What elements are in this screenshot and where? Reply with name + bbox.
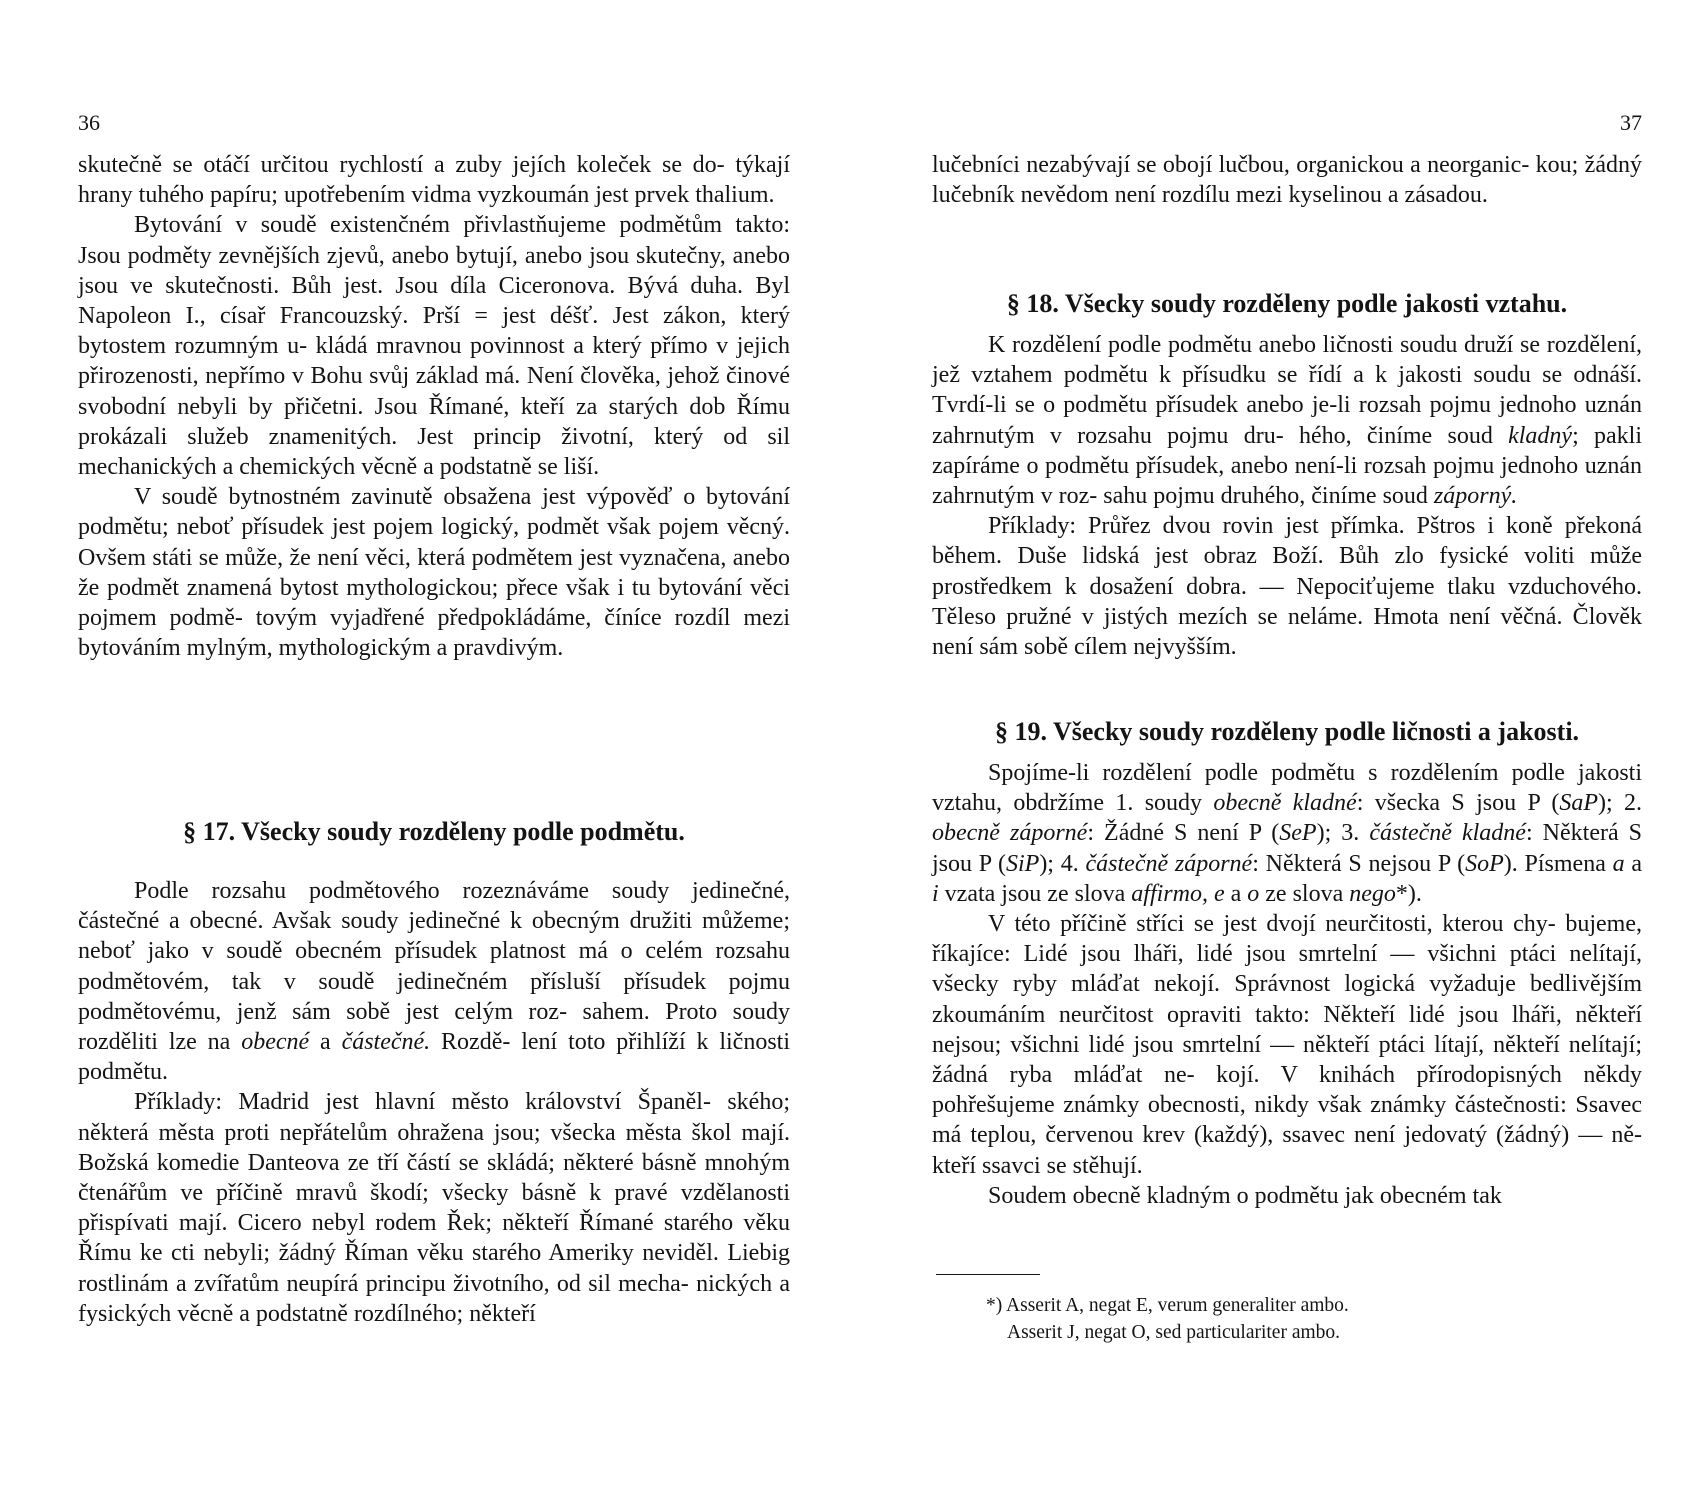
left-paragraph-3 — [78, 482, 790, 663]
text-line: který od sil mechanických a chemických věcně a podstatně — [78, 423, 790, 481]
text-line: Příklady: Průřez dvou rovin jest přímka. Pštros i koně — [988, 513, 1553, 540]
text-line: anebo není-li rozsah pojmu jednoho uznán zahrnutým v roz- — [932, 452, 1643, 510]
text-run: : Některá S — [1252, 850, 1362, 877]
text-line: však pojem věcný. Ovšem státi se může, že není věci, která — [78, 514, 790, 571]
text-line: Bytování v soudě existenčném přivlastňujeme podmětům — [134, 212, 722, 239]
text-line: bytování podmětu; neboť přísudek jest pojem logický, podmět — [78, 484, 790, 541]
italic-term: kladné — [1461, 820, 1526, 847]
text-run: a — [1624, 850, 1643, 877]
text-line: V této příčině stříci se jest dvojí neurčitosti, kterou chy- — [988, 911, 1556, 938]
left-text-block-1 — [78, 150, 790, 663]
text-line: týkají hrany tuhého papíru; upotřebením vidma vyzkoumán — [78, 152, 790, 209]
page-number-right: 37 — [1620, 110, 1642, 135]
right-page — [932, 0, 1642, 1500]
text-line: lučebníci nezabývají se obojí lučbou, organickou a neorganic- — [932, 152, 1530, 178]
right-paragraph-2 — [932, 330, 1642, 511]
text-line: vyžaduje bedlivějším zkoumáním neurčitost opraviti takto: — [932, 971, 1643, 1028]
italic-term: nego — [1349, 880, 1396, 907]
right-paragraph-1 — [932, 150, 1642, 210]
text-line: škodí; všecky básně k pravé vzdělanosti přispívati mají. Cicero — [78, 1180, 791, 1237]
left-paragraph-5 — [78, 1087, 790, 1329]
text-line: překoná během. Duše lidská jest obraz Boží. Bůh zlo fysické — [932, 513, 1643, 570]
footnote — [986, 1292, 1349, 1346]
text-line: kteří ssavci se stěhují. — [932, 1152, 1143, 1179]
text-line: se liší. — [537, 454, 600, 481]
italic-term: obecně kladné — [1213, 790, 1357, 817]
text-line: mylným, mythologickým a pravdivým. — [186, 635, 564, 662]
text-line: jest prvek thalium. — [595, 182, 775, 209]
text-run: a — [309, 1029, 342, 1056]
section-heading-19: § 19. Všecky soudy rozděleny podle ličnosti a jakosti. — [994, 717, 1580, 746]
text-line: nebyli; žádný Říman věku starého Ameriky neviděl. Liebig — [203, 1240, 790, 1267]
text-line: částečné a obecné. Avšak soudy jedinečné k obecným družiti — [78, 908, 693, 935]
italic-term: obecné — [241, 1029, 310, 1056]
text-line: jsou skutečny, anebo jsou ve skutečnosti. Bůh jest. Jsou díla — [78, 242, 790, 299]
italic-term: částečné. — [341, 1029, 431, 1056]
text-line: — někteří ptáci lítají, někteří nelítají; žádná ryba mláďat ne- — [932, 1031, 1643, 1089]
text-line: Někteří lidé jsou lháři, někteří nejsou; všichni lidé jsou smrtelní — [932, 1001, 1642, 1058]
text-line: obecnosti, nikdy však známky částečnosti: Ssavec má teplou, — [932, 1092, 1643, 1149]
text-line: Spojíme-li rozdělení podle podmětu s rozdělením podle — [988, 760, 1565, 786]
text-line: o celém rozsahu podmětovém, tak v soudě jedinečném přísluší — [78, 938, 791, 995]
text-line: Ciceronova. Bývá duha. Byl Napoleon I., císař Francouzský. — [78, 272, 791, 330]
section-heading-17: § 17. Všecky soudy rozděleny podle podmětu. — [183, 817, 685, 846]
italic-term: e — [1213, 880, 1225, 907]
text-line: tlaku vzduchového. Těleso pružné v jistých mezích se nelámе. — [932, 573, 1643, 630]
italic-term: částečně záporné — [1085, 850, 1253, 877]
text-line: rostlinám a zvířatům neupírá principu životního, od sil mecha- — [78, 1270, 689, 1297]
left-text-block-2 — [78, 876, 790, 1329]
text-run: sahem. Proto soudy rozděliti lze na — [78, 998, 790, 1056]
text-line — [1214, 881, 1422, 907]
text-line: voliti může prostředkem k dosažení dobra. — Nepociťujeme — [932, 543, 1642, 600]
right-paragraph-6 — [932, 1181, 1642, 1211]
text-run: ); 3. — [1316, 820, 1370, 847]
text-line: ského; některá města proti nepřátelům ohražena jsou; všecka — [78, 1089, 790, 1146]
text-line: K rozdělení podle podmětu anebo ličnosti soudu druží se — [988, 332, 1541, 358]
text-run: sahu pojmu druhého, činíme soud — [1103, 483, 1434, 510]
text-run: jakosti vztahu, obdržíme 1. soudy — [932, 760, 1643, 817]
text-line: nických a fysických věcně a podstatně rozdílného; někteří — [78, 1270, 791, 1327]
text-line: města škol mají. Božská komedie Danteova ze tří částí se — [78, 1119, 791, 1176]
text-run: Rozdě- — [430, 1029, 511, 1056]
text-run: : Některá S jsou P ( — [932, 820, 1643, 877]
text-line: skládá; některé básně mnohým čtenářům ve příčině mravů — [78, 1149, 790, 1207]
text-line: červenou krev (každý), ssavec není jedovatý (žádný) — ně- — [1045, 1122, 1643, 1149]
italic-term: affirmo, — [1131, 880, 1208, 907]
left-paragraph-4 — [78, 876, 790, 1087]
text-line: soudu se odnáší. Tvrdí-li se o podmětu přísudek anebo je-li — [932, 362, 1642, 419]
text-run: vzata jsou ze slova — [938, 880, 1132, 907]
text-line: skutečně se otáčí určitou rychlostí a zuby jejích koleček se do- — [78, 152, 725, 178]
text-line — [1103, 483, 1517, 509]
text-line: tovým vyjadřené předpokládáme, číníce rozdíl mezi bytováním — [78, 605, 790, 662]
right-paragraph-3 — [932, 511, 1642, 662]
right-text-block-1 — [932, 150, 1642, 210]
italic-term: záporný. — [1433, 483, 1518, 510]
italic-term: částečně — [1369, 820, 1452, 847]
text-run: ; pakli zapíráme o podmětu přísudek, — [932, 422, 1643, 479]
italic-term: SaP — [1559, 790, 1598, 817]
text-line: svobodní nebyli by přičetni. Jsou Římané, kteří za starých — [78, 393, 678, 420]
text-run: hého, činíme soud — [1298, 422, 1509, 449]
text-line: kládá mravnou povinnost a který přímo v jejich přirozenosti, — [78, 333, 790, 390]
footnote-line-2: Asserit J, negat O, sed particulariter ambo. — [1007, 1322, 1341, 1343]
italic-term: kladný — [1508, 422, 1573, 449]
text-line: rozdělení, jež vztahem podmětu k přísudku se řídí a k jakosti — [932, 332, 1642, 389]
page-number-left: 36 — [78, 110, 100, 135]
italic-term: i — [932, 880, 939, 907]
italic-term: o — [1247, 880, 1260, 907]
left-paragraph-2 — [78, 210, 790, 482]
text-run: nejsou P ( — [1368, 850, 1466, 877]
italic-term: SeP — [1279, 820, 1317, 847]
text-run: a — [1224, 880, 1248, 907]
text-run: : všecka S jsou — [1356, 790, 1517, 817]
text-line: kou; žádný lučebník nevědom není rozdílu mezi kyselinou a — [932, 152, 1642, 209]
text-line: V soudě bytnostném zavinutě obsažena jest výpověď o — [134, 484, 696, 511]
text-run: *). — [1395, 880, 1422, 907]
text-run: ). Písmena — [1503, 850, 1613, 877]
text-line: Soudem obecně kladným o podmětu jak obecném tak — [988, 1182, 1502, 1209]
text-line: Příklady: Madrid jest hlavní město království Španěl- — [134, 1089, 711, 1116]
text-line: bujeme, říkajíce: Lidé jsou lháři, lidé jsou smrtelní — všichni — [932, 911, 1642, 968]
text-run: ); 2. — [1597, 790, 1643, 817]
text-run: ze slova — [1259, 880, 1350, 907]
footnote-line-1: *) Asserit A, negat E, verum generaliter ambo. — [986, 1295, 1349, 1316]
text-line: nebyl rodem Řek; někteří Římané starého věku Římu ke cti — [78, 1210, 790, 1267]
text-line: ptáci nelítají, všecky ryby mláďat nekojí. Správnost logická — [932, 941, 1642, 998]
text-run: P ( — [1527, 790, 1560, 817]
text-line: rozsah pojmu jednoho uznán zahrnutým v rozsahu pojmu dru- — [932, 392, 1642, 449]
text-line: Hmota není věčná. Člověk není sám sobě cílem nejvyšším. — [932, 603, 1643, 661]
text-run: : Žádné S není P ( — [1087, 820, 1280, 847]
text-line: můžeme; neboť jako v soudě obecném přísudek platnost má — [78, 908, 790, 965]
italic-term: SiP — [1005, 850, 1040, 877]
italic-term: obecně záporné — [932, 820, 1088, 847]
section-heading-18: § 18. Všecky soudy rozděleny podle jakosti vztahu. — [1006, 289, 1568, 318]
text-line: kojí. V knihách přírodopisných někdy pohřešujeme známky — [932, 1062, 1642, 1119]
right-text-block-3 — [932, 758, 1642, 1211]
italic-term: SoP — [1465, 850, 1504, 877]
text-line: lení toto přihlíží k ličnosti podmětu. — [78, 1029, 791, 1086]
footnote-rule — [936, 1274, 1040, 1275]
right-paragraph-4 — [932, 758, 1642, 909]
left-page — [78, 0, 790, 1500]
text-run: ); 4. — [1039, 850, 1086, 877]
text-line: Podle rozsahu podmětového rozeznáváme soudy jedinečné, — [134, 878, 790, 904]
text-line: nepřímo v Bohu svůj základ má. Není člověka, jehož činové — [205, 363, 790, 390]
text-line: mythologickou; přece však i tu bytování věci pojmem podmě- — [78, 574, 791, 632]
text-line: přísudek pojmu podmětovému, jenž sám sobě jest celým roz- — [78, 968, 790, 1025]
right-text-block-2 — [932, 330, 1642, 662]
italic-term: a — [1612, 850, 1625, 877]
left-paragraph-1 — [78, 150, 790, 210]
text-line: Prší = jest déšť. Jest zákon, který bytostem rozumným u- — [78, 303, 790, 360]
text-line: takto: Jsou podměty zevnějších zjevů, anebo bytují, anebo — [78, 212, 790, 269]
text-line: zásadou. — [1404, 182, 1488, 209]
text-line: dob Římu prokázali služeb znamenitých. Jest princip životní, — [78, 393, 790, 450]
text-line: podmětem jest vyznačena, anebo že podmět znamená bytost — [78, 544, 791, 601]
right-paragraph-5 — [932, 909, 1642, 1181]
